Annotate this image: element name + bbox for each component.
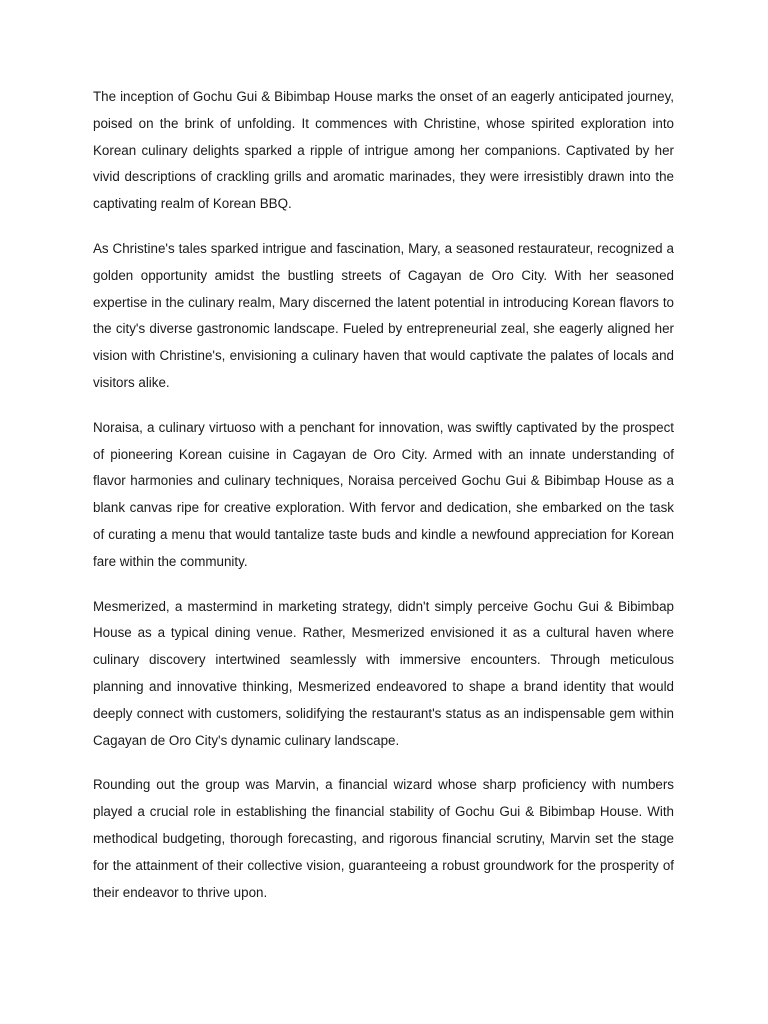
paragraph-mary: As Christine's tales sparked intrigue and fascination, Mary, a seasoned restaurateur, recognized a golden opportunity amidst the bustling streets of Cagayan de Oro City. With her seasoned expertise in the culinary realm, Mary discerned the latent potential in introducing Korean flavors to the city's diverse gastronomic landscape. Fueled by entrepreneurial zeal, she eagerly aligned her vision with Christine's, envisioning a culinary haven that would captivate the palates of locals and visitors alike.: [93, 240, 674, 390]
document-page: [93, 84, 674, 924]
paragraph-christine: The inception of Gochu Gui & Bibimbap House marks the onset of an eagerly anticipated journey, poised on the brink of unfolding. It commences with Christine, whose spirited exploration into Korean culinary delights sparked a ripple of intrigue among her companions. Captivated by her vivid descriptions of crackling grills and aromatic marinades, they were irresistibly drawn into the captivating realm of Korean BBQ.: [93, 89, 674, 212]
paragraph-noraisa: Noraisa, a culinary virtuoso with a penchant for innovation, was swiftly captivated by the prospect of pioneering Korean cuisine in Cagayan de Oro City. Armed with an innate understanding of flavor harmonies and culinary techniques, Noraisa perceived Gochu Gui & Bibimbap House as a blank canvas ripe for creative exploration. With fervor and dedication, she embarked on the task of curating a menu that would tantalize taste buds and kindle a newfound appreciation for Korean fare within the community.: [93, 419, 674, 569]
paragraph-marvin: Rounding out the group was Marvin, a financial wizard whose sharp proficiency with numbers played a crucial role in establishing the financial stability of Gochu Gui & Bibimbap House. With methodical budgeting, thorough forecasting, and rigorous financial scrutiny, Marvin set the stage for the attainment of their collective vision, guaranteeing a robust groundwork for the prosperity of their endeavor to thrive upon.: [93, 777, 674, 900]
paragraph-mesmerized: Mesmerized, a mastermind in marketing strategy, didn't simply perceive Gochu Gui & Bibimbap House as a typical dining venue. Rather, Mesmerized envisioned it as a cultural haven where culinary discovery intertwined seamlessly with immersive encounters. Through meticulous planning and innovative thinking, Mesmerized endeavored to shape a brand identity that would deeply connect with customers, solidifying the restaurant's status as an indispensable gem within Cagayan de Oro City's dynamic culinary landscape.: [93, 598, 674, 748]
